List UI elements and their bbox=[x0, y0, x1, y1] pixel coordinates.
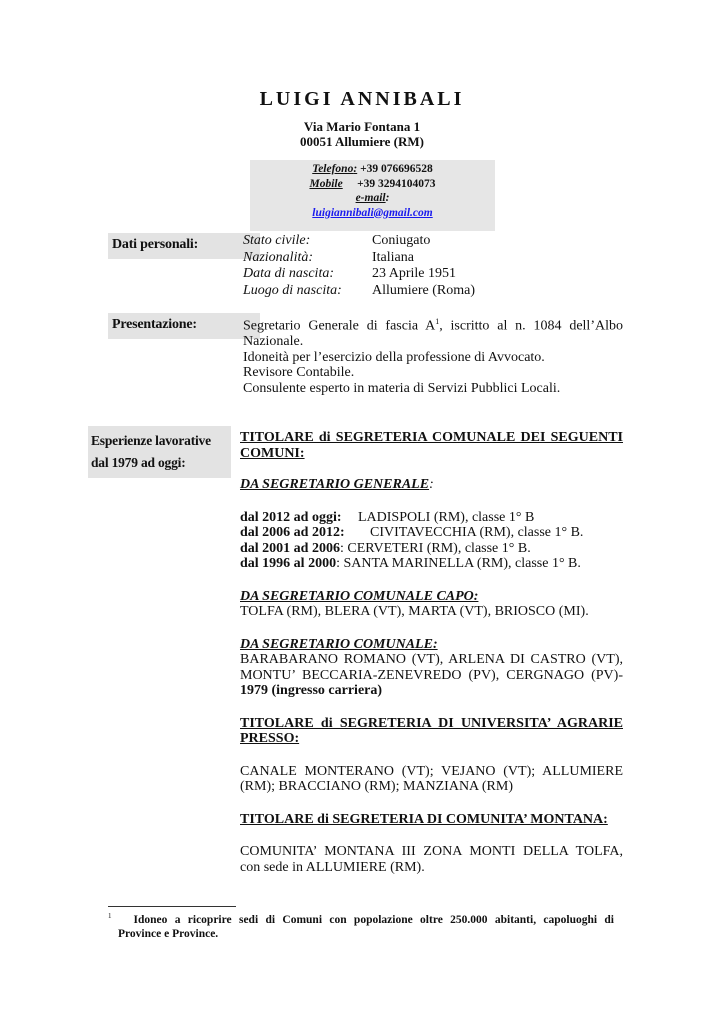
sub-comunale: DA SEGRETARIO COMUNALE: bbox=[240, 636, 438, 652]
universita-line: CANALE MONTERANO (VT); VEJANO (VT); ALLUMIERE bbox=[240, 763, 623, 779]
email-label-line: e-mail: bbox=[355, 192, 390, 204]
contact-box bbox=[250, 160, 495, 231]
period-place: LADISPOLI (RM), classe 1° B bbox=[358, 509, 535, 525]
footnote-ref: 1 bbox=[435, 317, 440, 326]
mobile-line bbox=[250, 177, 495, 192]
email-line bbox=[250, 206, 495, 221]
personal-label: Stato civile: bbox=[243, 233, 311, 248]
period-place: : CERVETERI (RM), classe 1° B. bbox=[339, 540, 531, 556]
phone-label: Telefono bbox=[312, 163, 354, 175]
footnote bbox=[108, 909, 614, 942]
sub-generale: DA SEGRETARIO GENERALE: bbox=[240, 477, 434, 492]
phone-number: +39 076696528 bbox=[360, 163, 433, 175]
personal-data bbox=[243, 233, 623, 299]
presentation-text bbox=[243, 314, 623, 396]
universita-line: (RM); BRACCIANO (RM); MANZIANA (RM) bbox=[240, 779, 514, 794]
section-label-presentation: Presentazione: bbox=[108, 313, 260, 339]
address-street: Via Mario Fontana 1 bbox=[303, 119, 421, 134]
personal-label: Luogo di nascita: bbox=[243, 282, 342, 298]
mobile-label: Mobile bbox=[309, 177, 343, 190]
period-row bbox=[240, 541, 623, 557]
period-row bbox=[240, 556, 623, 572]
footnote-line: Province e Province. bbox=[118, 928, 219, 941]
personal-row bbox=[243, 233, 623, 250]
footnote-mark: 1 bbox=[108, 912, 112, 920]
period-place: : SANTA MARINELLA (RM), classe 1° B. bbox=[336, 556, 581, 571]
presentation-line: Revisore Contabile. bbox=[243, 365, 355, 381]
phone-line: Telefono: +39 076696528 bbox=[312, 163, 433, 175]
presentation-line: Nazionale. bbox=[243, 334, 304, 350]
personal-value: Italiana bbox=[372, 249, 414, 265]
experience-label-line: dal 1979 ad oggi: bbox=[91, 455, 186, 470]
personal-row bbox=[243, 250, 623, 267]
comunale-line: 1979 (ingresso carriera) bbox=[240, 683, 383, 698]
footnote-separator bbox=[108, 906, 236, 907]
personal-row bbox=[243, 266, 623, 283]
footnote-line: $^1$ Idoneo a ricoprire sedi di Comuni con popolazione oltre 250.000 abitanti, capoluoghi di bbox=[108, 912, 615, 926]
personal-label: Data di nascita: bbox=[243, 266, 334, 281]
address-city: 00051 Allumiere (RM) bbox=[300, 134, 424, 149]
comunale-line: BARABARANO ROMANO (VT), ARLENA DI CASTRO (VT), bbox=[240, 652, 623, 667]
period-row bbox=[240, 525, 623, 541]
period-dates: dal 2006 ad 2012: bbox=[240, 525, 345, 540]
period-dates: dal 2012 ad oggi: bbox=[240, 509, 342, 525]
heading-comuni-cont: COMUNI: bbox=[240, 445, 305, 461]
mobile-number: +39 3294104073 bbox=[357, 177, 436, 190]
heading-universita-cont: PRESSO: bbox=[240, 731, 300, 746]
heading-montana: TITOLARE di SEGRETERIA DI COMUNITA’ MONTANA: bbox=[240, 811, 608, 827]
personal-value: Coniugato bbox=[372, 233, 431, 248]
montana-line: con sede in ALLUMIERE (RM). bbox=[240, 859, 425, 875]
presentation-line: Consulente esperto in materia di Servizi Pubblici Locali. bbox=[243, 380, 561, 396]
sub-capo: DA SEGRETARIO COMUNALE CAPO: bbox=[240, 588, 479, 604]
comunale-line: MONTU’ BECCARIA-ZENEVREDO (PV), CERGNAGO (PV)- bbox=[240, 667, 623, 683]
section-label-personal: Dati personali: bbox=[108, 233, 260, 259]
montana-line: COMUNITA’ MONTANA III ZONA MONTI DELLA TOLFA, bbox=[240, 844, 623, 859]
personal-row bbox=[243, 283, 623, 300]
personal-label: Nazionalità: bbox=[243, 249, 314, 265]
heading-comuni: TITOLARE di SEGRETERIA COMUNALE DEI SEGUENTI bbox=[240, 430, 623, 445]
experience-content bbox=[240, 430, 623, 875]
email-label: e-mail bbox=[355, 192, 386, 204]
heading-universita: TITOLARE di SEGRETERIA DI UNIVERSITA’ AGRARIE bbox=[240, 715, 623, 731]
experience-label-line: Esperienze lavorative bbox=[91, 433, 211, 448]
capo-list: TOLFA (RM), BLERA (VT), MARTA (VT), BRIOSCO (MI). bbox=[240, 604, 589, 619]
period-dates: dal 2001 ad 2006 bbox=[240, 540, 340, 556]
email-link[interactable]: luigiannibali@gmail.com bbox=[312, 206, 433, 219]
period-place: CIVITAVECCHIA (RM), classe 1° B. bbox=[370, 525, 584, 540]
period-dates: dal 1996 al 2000 bbox=[240, 556, 337, 571]
presentation-line: Segretario Generale di fascia $A^1$, iscritto al n. 1084 dell’Albo bbox=[243, 317, 623, 334]
period-row bbox=[240, 510, 623, 526]
candidate-name: LUIGI ANNIBALI bbox=[259, 88, 465, 110]
presentation-line: Idoneità per l’esercizio della professione di Avvocato. bbox=[243, 349, 545, 365]
personal-value: Allumiere (Roma) bbox=[372, 282, 476, 298]
personal-value: 23 Aprile 1951 bbox=[372, 266, 456, 281]
section-label-experience bbox=[88, 426, 231, 478]
